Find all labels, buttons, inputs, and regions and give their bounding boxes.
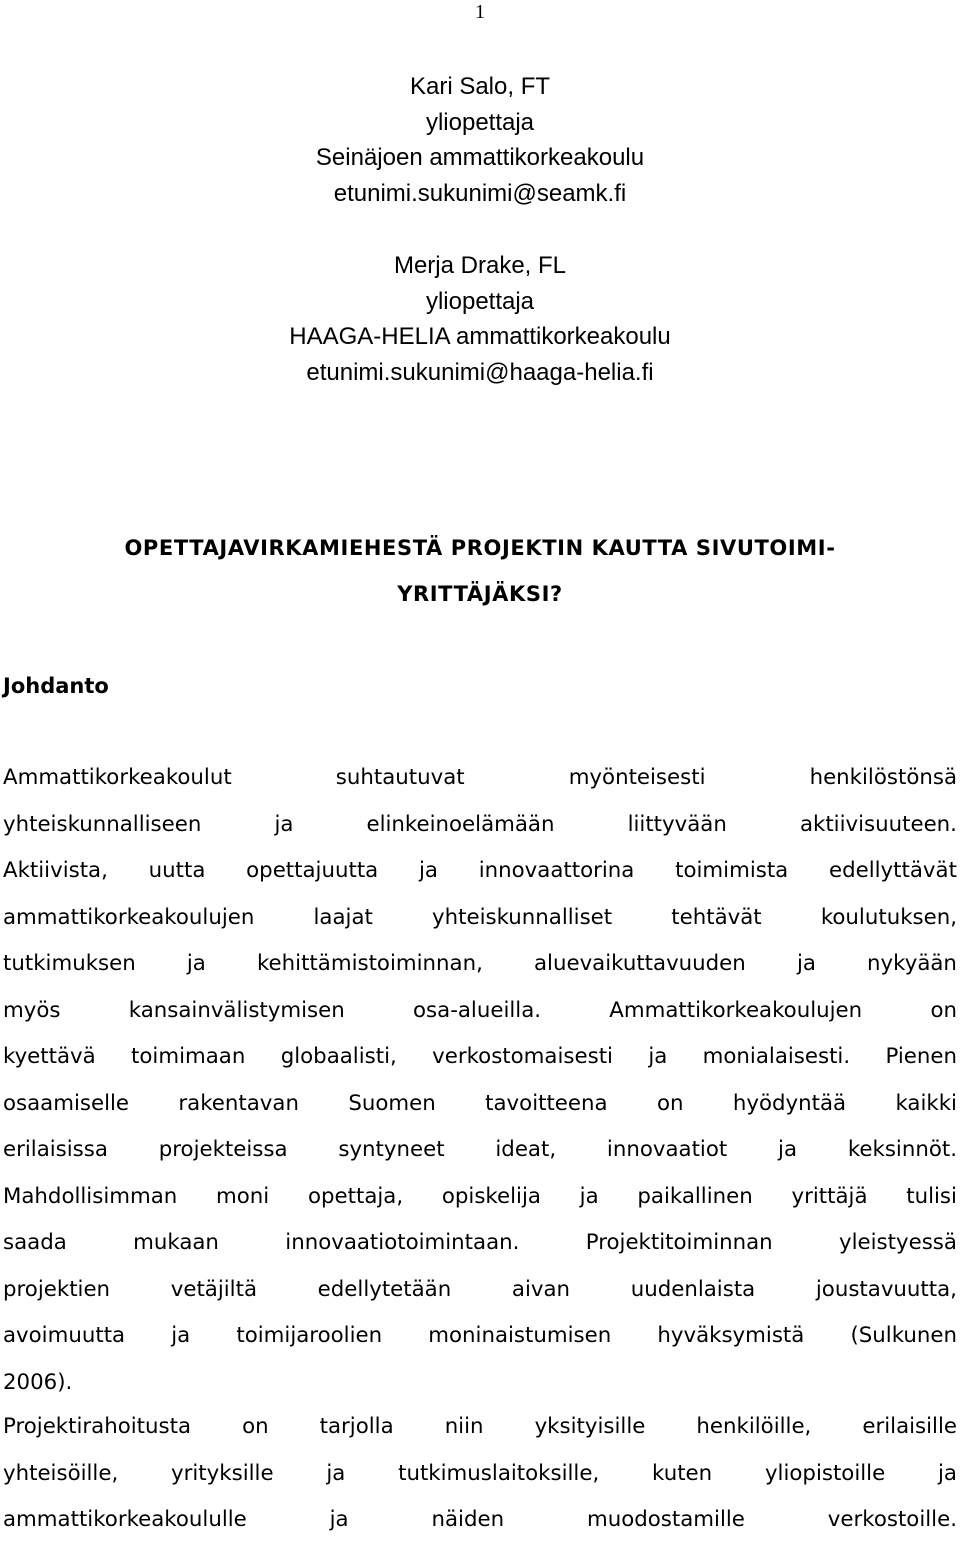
text-line: Mahdollisimman moni opettaja, opiskelija ja paikallinen yrittäjä tulisi: [3, 1183, 957, 1209]
text-line: Ammattikorkeakoulut suhtautuvat myönteisesti henkilöstönsä: [3, 765, 957, 790]
text-line: avoimuutta ja toimijaroolien moninaistumisen hyväksymistä (Sulkunen: [3, 1323, 957, 1348]
text-line: 2006).: [3, 1369, 73, 1395]
author-name: Merja Drake, FL: [393, 252, 567, 279]
text-line: saada mukaan innovaatiotoimintaan. Projektitoiminnan yleistyessä: [3, 1230, 957, 1255]
title-line: YRITTÄJÄKSI?: [397, 582, 563, 606]
author-block-2: [0, 248, 960, 390]
text-line: osaamiselle rakentavan Suomen tavoitteena on hyödyntää kaikki: [3, 1090, 957, 1116]
paragraph-2: [3, 1404, 957, 1544]
text-line: erilaisissa projekteissa syntyneet ideat, innovaatiot ja keksinnöt.: [3, 1137, 957, 1162]
text-line: Aktiivista, uutta opettajuutta ja innovaattorina toimimista edellyttävät: [3, 858, 957, 883]
text-line: kyettävä toimimaan globaalisti, verkostomaisesti ja monialaisesti. Pienen: [3, 1044, 957, 1069]
text-line: yhteiskunnalliseen ja elinkeinoelämään liittyvään aktiivisuuteen.: [3, 811, 957, 837]
author-institution: HAAGA-HELIA ammattikorkeakoulu: [289, 323, 671, 350]
author-email: etunimi.sukunimi@seamk.fi: [333, 179, 627, 207]
text-line: myös kansainvälistymisen osa-alueilla. Ammattikorkeakoulujen on: [3, 997, 957, 1023]
text-line: tutkimuksen ja kehittämistoiminnan, aluevaikuttavuuden ja nykyään: [3, 951, 957, 976]
author-name: Kari Salo, FT: [409, 73, 551, 100]
author-title: yliopettaja: [425, 108, 535, 136]
article-title: [0, 525, 960, 617]
text-line: yhteisöille, yrityksille ja tutkimuslaitoksille, kuten yliopistoille ja: [3, 1460, 957, 1486]
section-heading: Johdanto: [3, 674, 109, 698]
text-line: ammattikorkeakoululle ja näiden muodostamille verkostoille.: [3, 1507, 957, 1532]
author-institution: Seinäjoen ammattikorkeakoulu: [315, 144, 645, 171]
title-line: OPETTAJAVIRKAMIEHESTÄ PROJEKTIN KAUTTA SIVUTOIMI-: [124, 536, 836, 560]
author-email: etunimi.sukunimi@haaga-helia.fi: [306, 358, 654, 386]
text-line: ammattikorkeakoulujen laajat yhteiskunnalliset tehtävät koulutuksen,: [3, 904, 957, 930]
page-number: 1: [475, 1, 485, 23]
author-title: yliopettaja: [425, 287, 535, 315]
author-block-1: [0, 69, 960, 211]
text-line: projektien vetäjiltä edellytetään aivan uudenlaista joustavuutta,: [3, 1276, 957, 1302]
paragraph-1: [3, 755, 957, 1406]
text-line: Projektirahoitusta on tarjolla niin yksityisille henkilöille, erilaisille: [3, 1414, 957, 1439]
